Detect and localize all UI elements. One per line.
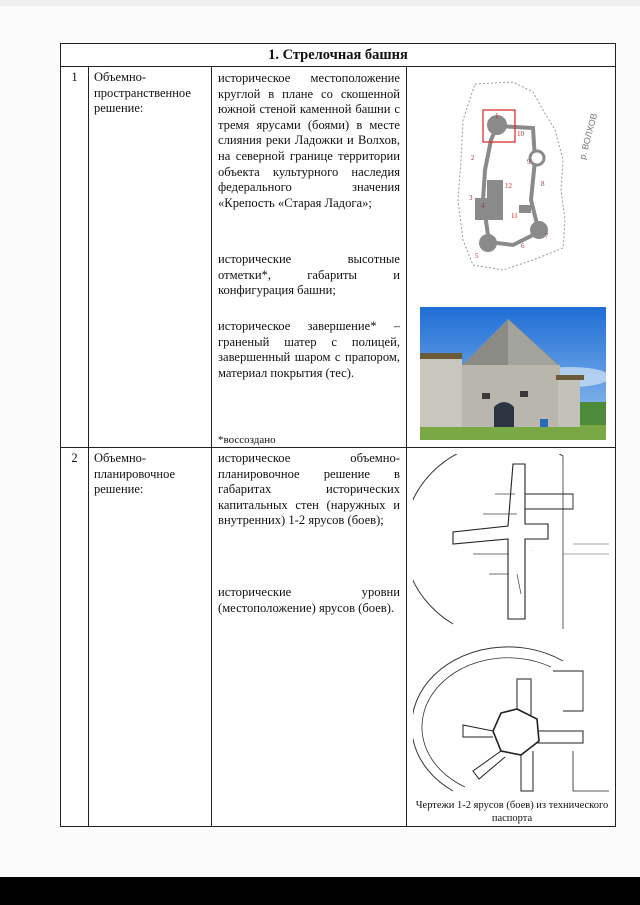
fortress-plan-drawing xyxy=(413,70,609,280)
floor-plan-tier-1 xyxy=(413,454,609,629)
row-name: Объемно-пространственное решение: xyxy=(94,70,191,115)
plan-label: 9 xyxy=(527,158,531,166)
plan-label: 2 xyxy=(471,154,475,162)
plan-label: 8 xyxy=(541,180,545,188)
drawings-caption: Чертежи 1-2 ярусов (боев) из технического паспорта xyxy=(415,800,609,824)
river-label: р. ВОЛХОВ xyxy=(577,112,600,161)
row-number: 2 xyxy=(71,451,78,465)
plan-label: 11 xyxy=(511,212,518,220)
col-divider-3 xyxy=(406,66,407,826)
scan-top-edge xyxy=(0,0,640,6)
title-divider xyxy=(61,66,615,67)
plan-label: 5 xyxy=(475,252,479,260)
row-name: Объемно-планировочное решение: xyxy=(94,451,176,496)
row-number: 1 xyxy=(71,70,78,84)
scan-bottom-edge xyxy=(0,877,640,905)
row2-paragraph-levels: исторические уровни (местоположение) ярусов (боев). xyxy=(218,585,400,615)
row1-paragraph-roof: историческое завершение* – граненый шатер с полицей, завершенный шаром с прапором, материал покрытия (тес). xyxy=(218,319,400,380)
plan-label: 3 xyxy=(469,194,473,202)
plan-label: 7 xyxy=(545,232,549,240)
floor-plan-tier-2 xyxy=(413,631,609,796)
heritage-table xyxy=(60,43,616,827)
svg-text:·: · xyxy=(531,548,533,554)
row1-footnote: *воссоздано xyxy=(218,434,276,446)
plan-label: 4 xyxy=(481,202,485,210)
row2-paragraph-layout: историческое объемно-планировочное решение в габаритах исторических капитальных стен (наружных и внутренних) 1-2 ярусов (боев); xyxy=(218,451,400,528)
row-divider xyxy=(61,447,615,448)
plan-label: 1 xyxy=(495,112,499,120)
tower-photo xyxy=(420,307,606,440)
plan-label: 10 xyxy=(517,130,524,138)
col-divider-1 xyxy=(88,66,89,826)
plan-label: 12 xyxy=(505,182,512,190)
row1-paragraph-heights: исторические высотные отметки*, габариты и конфигурация башни; xyxy=(218,252,400,298)
section-title: 1. Стрелочная башня xyxy=(268,47,408,63)
plan-label: 6 xyxy=(521,242,525,250)
col-divider-2 xyxy=(211,66,212,826)
row1-paragraph-location: историческое местоположение круглой в плане со скошенной южной стеной каменной башни с тремя ярусами (боями) в месте слияния реки Ладожки и Волхов, на северной границе территории объекта культурного наследия федерального значения «Крепость «Старая Ладога»; xyxy=(218,71,400,210)
